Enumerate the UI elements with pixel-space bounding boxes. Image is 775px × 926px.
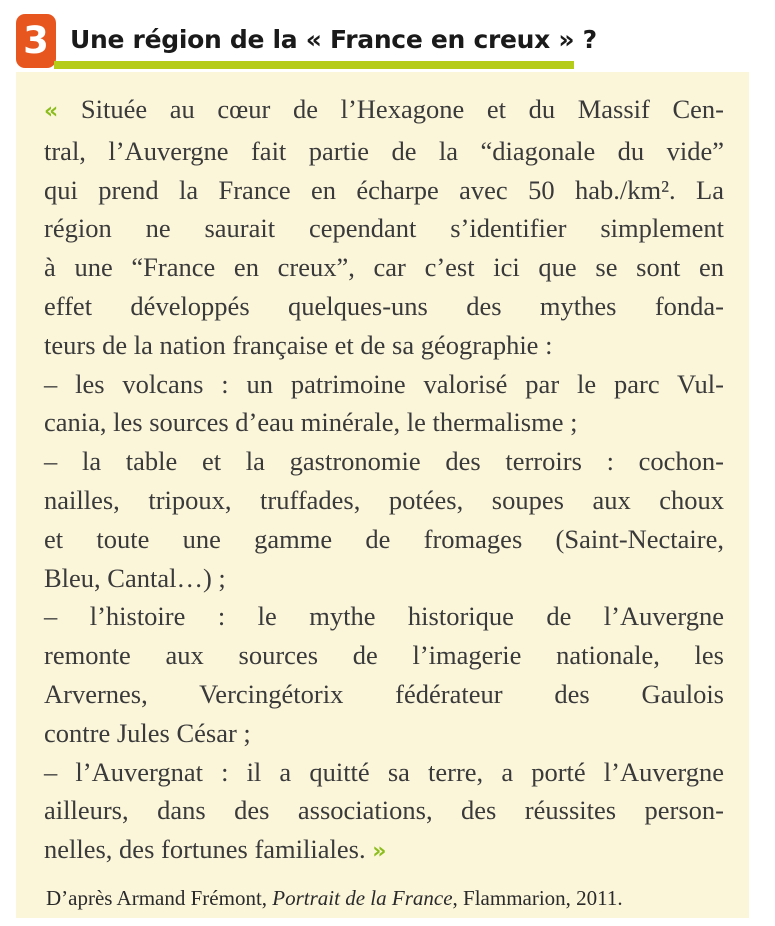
quote-text: [44, 90, 724, 872]
text-line: remonte aux sources de l’imagerie nationale, les: [44, 640, 724, 671]
source-work-title: Portrait de la France: [272, 886, 453, 910]
title-underline: [54, 61, 574, 69]
section-header: [16, 14, 597, 70]
text-line: effet développés quelques-uns des mythes fonda-: [44, 290, 724, 321]
text-line: ailleurs, dans des associations, des réussites person-: [44, 795, 724, 826]
text-line: « Située au cœur de l’Hexagone et du Massif Cen-: [44, 94, 725, 124]
text-line: nailles, tripoux, truffades, potées, soupes aux choux: [44, 484, 724, 515]
text-line: Bleu, Cantal…) ;: [44, 562, 226, 593]
text-line: région ne saurait cependant s’identifier simplement: [44, 213, 724, 244]
text-line: teurs de la nation française et de sa géographie :: [44, 329, 553, 360]
text-line: – l’histoire : le mythe historique de l’Auvergne: [44, 601, 724, 632]
text-line: contre Jules César ;: [44, 717, 251, 748]
text-line: et toute une gamme de fromages (Saint-Nectaire,: [44, 523, 724, 554]
text-line: cania, les sources d’eau minérale, le thermalisme ;: [44, 407, 578, 438]
text-line: Arvernes, Vercingétorix fédérateur des Gaulois: [44, 678, 724, 709]
text-line: – les volcans : un patrimoine valorisé par le parc Vul-: [44, 368, 724, 399]
text-line: nelles, des fortunes familiales. »: [44, 834, 387, 865]
section-title: Une région de la « France en creux » ?: [70, 25, 597, 54]
open-quote-icon: «: [44, 99, 59, 124]
section-number-badge: 3: [16, 14, 56, 68]
source-citation: [46, 884, 623, 912]
text-line: – l’Auvergnat : il a quitté sa terre, a porté l’Auvergne: [44, 756, 724, 787]
text-line: à une “France en creux”, car c’est ici que se sont en: [44, 252, 724, 283]
text-line: qui prend la France en écharpe avec 50 hab./km². La: [44, 174, 724, 205]
text-line: – la table et la gastronomie des terroirs : cochon-: [44, 446, 724, 477]
source-prefix: D’après Armand Frémont,: [46, 886, 273, 910]
close-quote-icon: »: [372, 839, 387, 865]
source-suffix: , Flammarion, 2011.: [452, 886, 623, 910]
text-line: tral, l’Auvergne fait partie de la “diagonale du vide”: [44, 135, 724, 166]
